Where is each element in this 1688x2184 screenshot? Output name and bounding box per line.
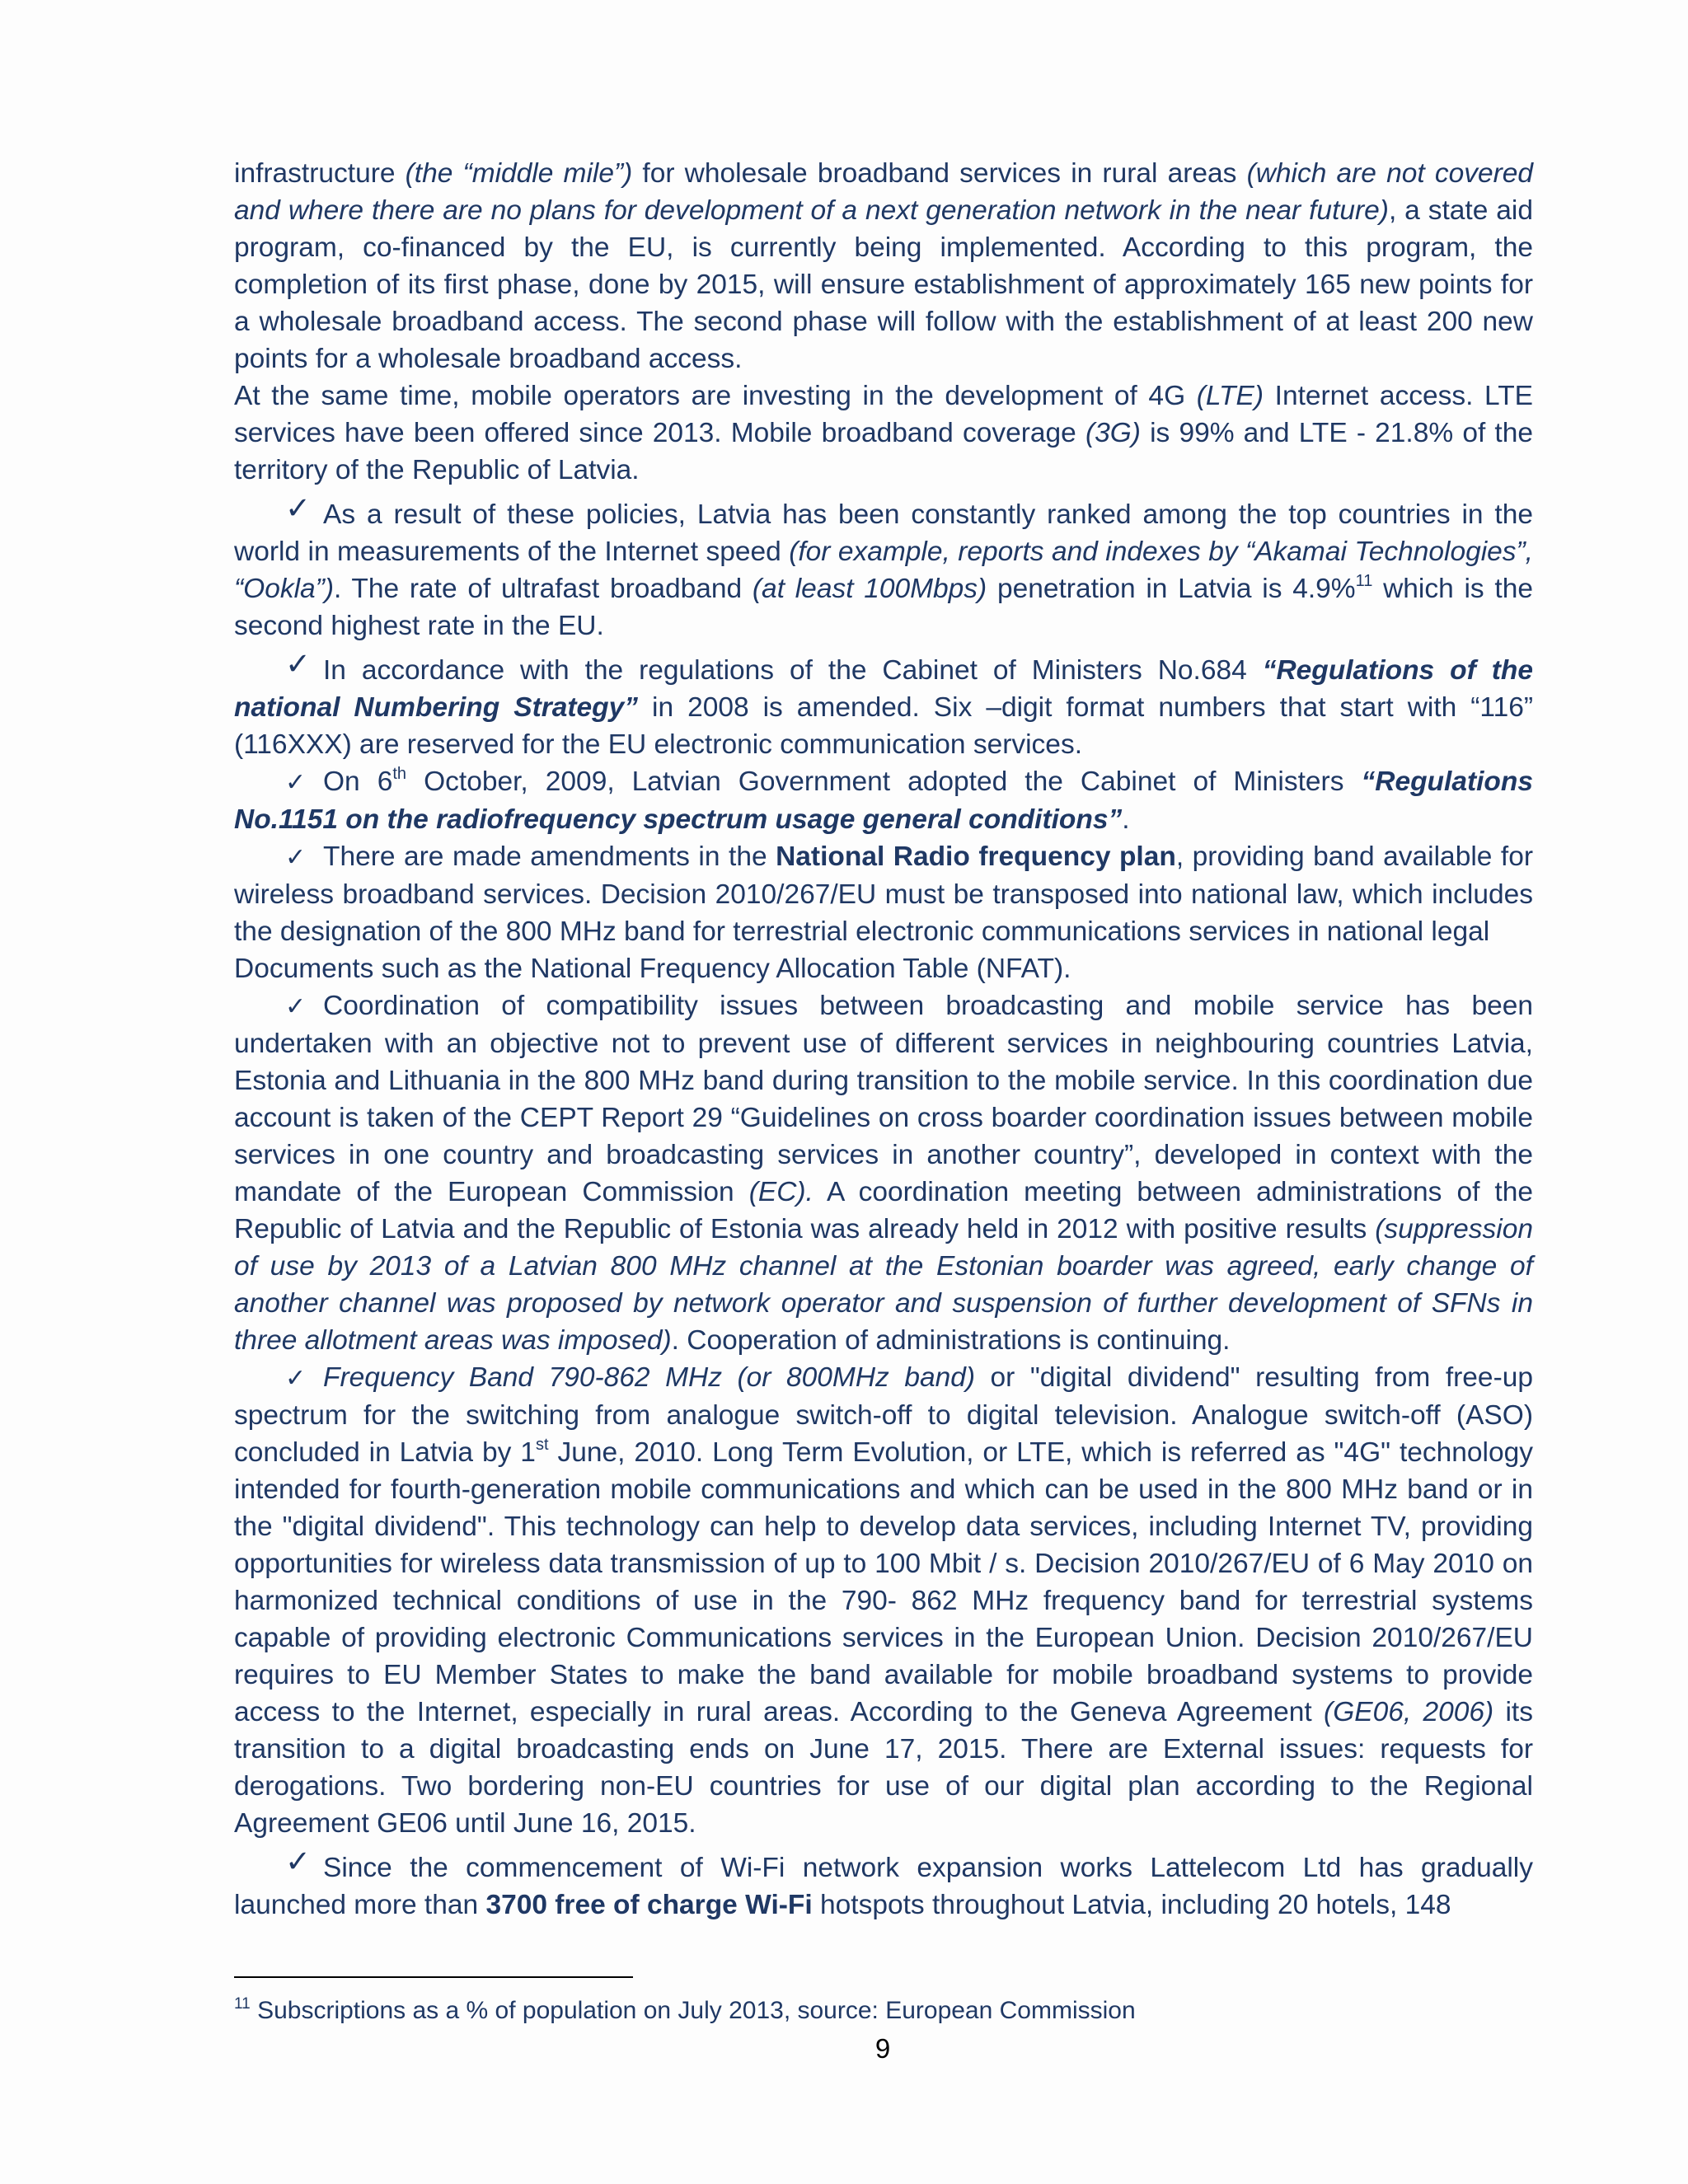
checkmark-icon: ✓ (285, 1844, 312, 1879)
text-run-bold-italic: “Regulations No.1151 on the radiofrequency spectrum usage general conditions” (234, 766, 1533, 835)
text-run: At the same time, mobile operators are investing in the development of 4G (234, 381, 1197, 411)
text-run-italic: (3G) (1085, 418, 1141, 448)
text-run: is 99% and LTE - 21.8% of the territory of the Republic of Latvia. (234, 418, 1533, 485)
text-run: Internet access. LTE services have been offered since 2013. Mobile broadband coverage (234, 381, 1534, 448)
text-run-italic: (EC). (748, 1177, 814, 1207)
text-run: As a result of these policies, Latvia has been constantly ranked among the top countries in the world in measurements of the Internet speed (234, 499, 1533, 567)
footnote-separator (234, 1976, 633, 1978)
text-run: Since the commencement of Wi-Fi network expansion works Lattelecom Ltd has gradually launched more than (234, 1853, 1533, 1920)
bullet-radiofrequency-regulations (234, 763, 1533, 838)
text-run: In accordance with the regulations of the Cabinet of Ministers No.684 (323, 655, 1263, 686)
text-run-italic: (the “middle mile”) (405, 158, 633, 189)
text-run: June, 2010. Long Term Evolution, or LTE, which is referred as "4G" technology intended for fourth-generation mobile communications and which can be used in the 800 MHz band or in the "digital dividend". This technology can help to develop data services, including Internet TV, providing opportunities for wireless data transmission of up to 100 Mbit / s. Decision 2010/267/EU of 6 May 2010 on harmonized technical conditions of use in the 790- 862 MHz frequency band for terrestrial systems capable of providing electronic Communications services in the European Union. Decision 2010/267/EU requires to EU Member States to make the band available for mobile broadband systems to provide access to the Internet, especially in rural areas. According to the Geneva Agreement (234, 1437, 1533, 1727)
text-run-italic: (suppression of use by 2013 of a Latvian 800 MHz channel at the Estonian boarder was agreed, early change of another channel was proposed by network operator and suspension of further development of SFNs in three allotment areas was imposed) (234, 1214, 1533, 1356)
checkmark-icon: ✓ (285, 1364, 307, 1393)
text-run-italic: (which are not covered and where there are no plans for development of a next generation network in the near future) (234, 158, 1534, 226)
body-text (234, 155, 1533, 1924)
footnote-number: 11 (234, 1995, 251, 2013)
text-run-italic: (for example, reports and indexes by “Akamai Technologies”, “Ookla”) (234, 537, 1533, 604)
paragraph-nfat: Documents such as the National Frequency Allocation Table (NFAT). (234, 954, 1071, 984)
bullet-compatibility-coordination (234, 987, 1533, 1359)
text-run: . Cooperation of administrations is continuing. (671, 1325, 1231, 1356)
text-run: . (1122, 804, 1130, 835)
bullet-numbering-strategy (234, 646, 1533, 763)
text-run: A coordination meeting between administrations of the Republic of Latvia and the Republic of Estonia was already held in 2012 with positive results (234, 1177, 1534, 1244)
text-run-italic: (GE06, 2006) (1324, 1697, 1494, 1727)
bullet-radio-frequency-plan (234, 838, 1533, 950)
ordinal-superscript: th (392, 765, 407, 783)
text-run-bold: 3700 free of charge Wi-Fi (485, 1890, 813, 1920)
paragraph-mobile-operators (234, 377, 1533, 489)
text-run-bold-italic: “Regulations of the national Numbering Strategy” (234, 655, 1533, 723)
bullet-internet-speed (234, 490, 1533, 644)
text-run-italic: (LTE) (1196, 381, 1264, 411)
text-run: October, 2009, Latvian Government adopted the Cabinet of Ministers (406, 766, 1362, 797)
text-run: penetration in Latvia is 4.9% (987, 574, 1356, 604)
checkmark-icon: ✓ (285, 843, 307, 872)
footnote-text: Subscriptions as a % of population on July 2013, source: European Commission (250, 1997, 1136, 2024)
text-run: or "digital dividend" resulting from free-up spectrum for the switching from analogue switch-off to digital television. Analogue switch-off (ASO) concluded in Latvia by 1 (234, 1362, 1533, 1468)
text-run-italic: (at least 100Mbps) (752, 574, 987, 604)
footnote (234, 1994, 1533, 2027)
text-run: , a state aid program, co-financed by the EU, is currently being implemented. According to this program, the completion of its first phase, done by 2015, will ensure establishment of approximately 165 new points for a wholesale broadband access. The second phase will follow with the establishment of at least 200 new points for a wholesale broadband access. (234, 195, 1533, 374)
ordinal-superscript: st (535, 1436, 549, 1454)
bullet-digital-dividend (234, 1359, 1533, 1842)
page-number: 9 (874, 2033, 891, 2064)
text-run: infrastructure (234, 158, 406, 189)
text-run: . The rate of ultrafast broadband (333, 574, 753, 604)
checkmark-icon: ✓ (285, 646, 312, 682)
text-run: , providing band available for wireless broadband services. Decision 2010/267/EU must be transposed into national law, which includes the designation of the 800 MHz band for terrestrial electronic communications services in national legal (234, 841, 1534, 947)
text-run: hotspots throughout Latvia, including 20 hotels, 148 (812, 1890, 1451, 1920)
text-run-italic: Frequency Band 790-862 MHz (or 800MHz band) (323, 1362, 975, 1393)
text-run: There are made amendments in the (323, 841, 776, 872)
text-run: which is the second highest rate in the EU. (234, 574, 1533, 641)
footnote-reference: 11 (1355, 572, 1373, 590)
text-run: for wholesale broadband services in rural areas (632, 158, 1247, 189)
text-run: On 6 (323, 766, 393, 797)
bullet-wifi-hotspots (234, 1844, 1533, 1924)
checkmark-icon: ✓ (285, 768, 307, 797)
text-run: Coordination of compatibility issues between broadcasting and mobile service has been undertaken with an objective not to prevent use of different services in neighbouring countries Latvia, Estonia and Lithuania in the 800 MHz band during transition to the mobile service. In this coordination due account is taken of the CEPT Report 29 “Guidelines on cross boarder coordination issues between mobile services in one country and broadcasting services in another country”, developed in context with the mandate of the European Commission (234, 991, 1533, 1207)
text-run-bold: National Radio frequency plan (776, 841, 1176, 872)
checkmark-icon: ✓ (285, 992, 307, 1021)
text-run: in 2008 is amended. Six –digit format numbers that start with “116” (116XXX) are reserved for the EU electronic communication services. (234, 692, 1533, 760)
text-run: its transition to a digital broadcasting ends on June 17, 2015. There are External issues: requests for derogations. Two bordering non-EU countries for use of our digital plan according to the Regional Agreement GE06 until June 16, 2015. (234, 1697, 1533, 1839)
checkmark-icon: ✓ (285, 490, 312, 526)
paragraph-rural-broadband (234, 155, 1533, 377)
